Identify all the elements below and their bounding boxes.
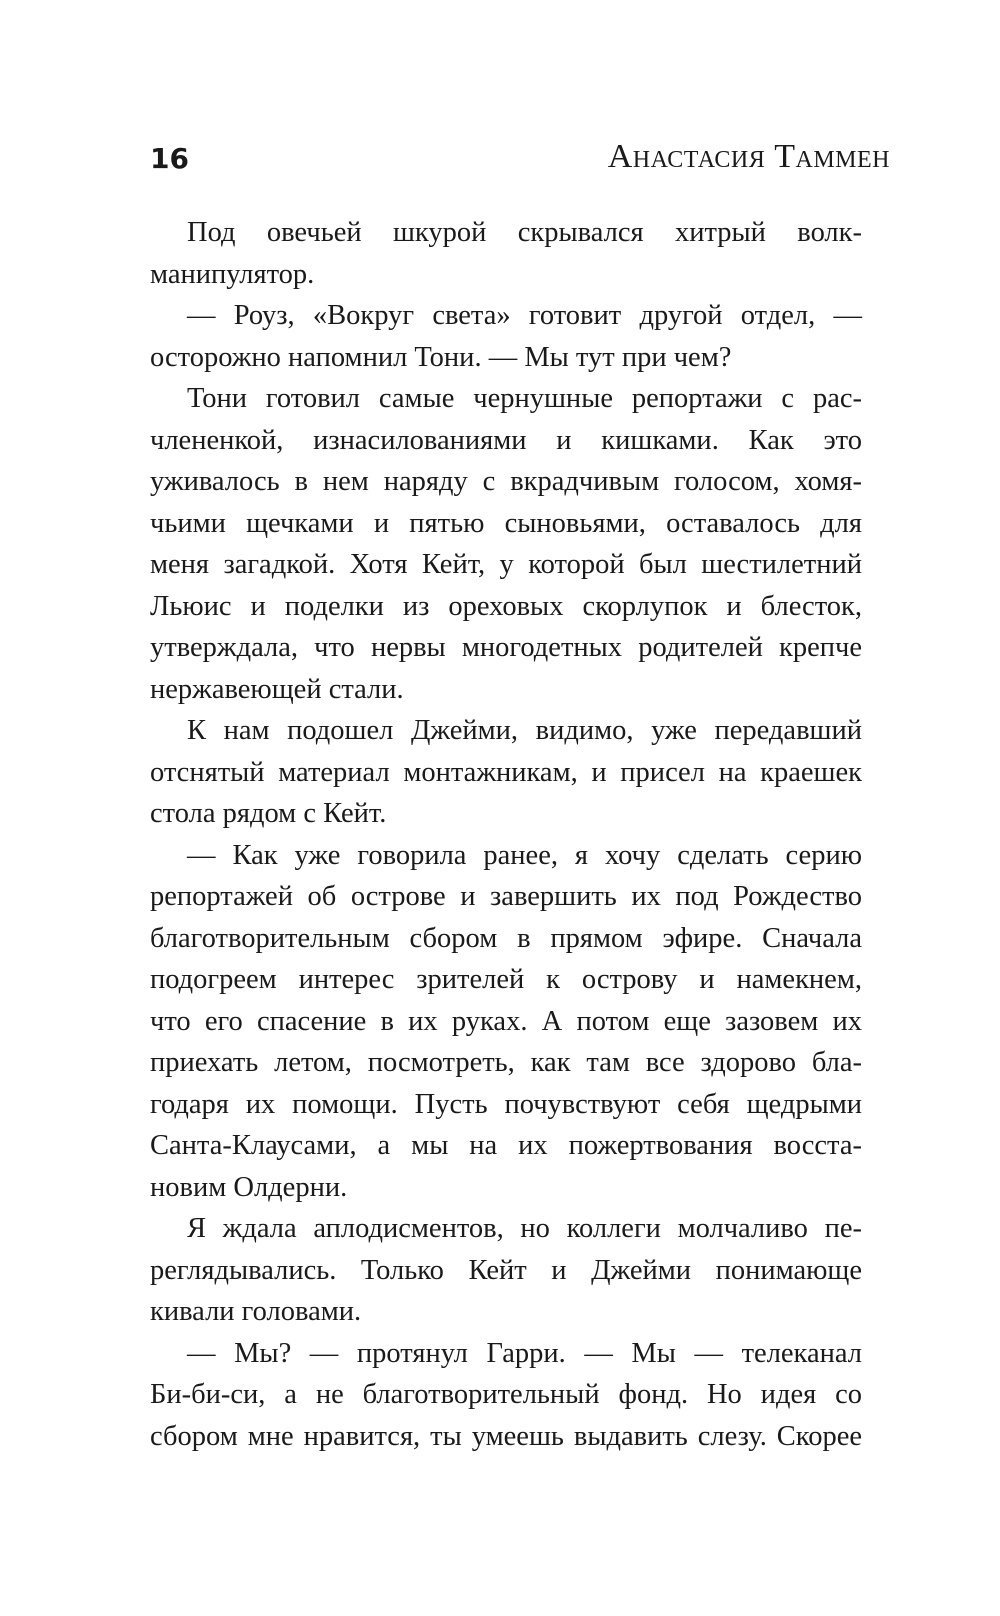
text-line: Я ждала аплодисментов, но коллеги молчаливо пе- [187, 1213, 862, 1244]
text-line: сбором мне нравится, ты умеешь выдавить слезу. Скорее [150, 1420, 862, 1452]
text-line: приехать летом, посмотреть, как там все здорово бла- [150, 1047, 862, 1078]
text-line: что его спасение в их руках. А потом еще зазовем их [150, 1005, 862, 1037]
text-line: осторожно напомнил Тони. — Мы тут при чем? [150, 341, 732, 373]
text-line: — Роуз, «Вокруг света» готовит другой отдел, — [187, 300, 862, 331]
text-line: подогреем интерес зрителей к острову и намекнем, [150, 964, 862, 995]
text-line: Льюис и поделки из ореховых скорлупок и блесток, [150, 590, 862, 622]
text-line: благотворительным сбором в прямом эфире. Сначала [150, 922, 862, 954]
text-line: члененкой, изнасилованиями и кишками. Как это [150, 424, 862, 456]
text-line: уживалось в нем наряду с вкрадчивым голосом, хомя- [150, 466, 862, 497]
text-line: утверждала, что нервы многодетных родителей крепче [150, 632, 862, 663]
text-line: К нам подошел Джейми, видимо, уже передавший [187, 715, 862, 746]
text-line: Под овечьей шкурой скрывался хитрый волк- [187, 217, 862, 248]
text-line: меня загадкой. Хотя Кейт, у которой был шестилетний [150, 549, 862, 580]
text-line: Тони готовил самые чернушные репортажи с рас- [187, 383, 862, 414]
text-line: чьими щечками и пятью сыновьями, оставалось для [150, 507, 862, 539]
text-line: — Мы? — протянул Гарри. — Мы — телеканал [187, 1337, 862, 1369]
body-text [150, 212, 862, 1457]
text-line: Санта-Клаусами, а мы на их пожертвования восста- [150, 1130, 862, 1161]
running-head-author: Анастасия Таммен [607, 138, 890, 175]
page-number: 16 [150, 142, 189, 175]
text-line: кивали головами. [150, 1296, 362, 1327]
text-line: репортажей об острове и завершить их под Рождество [150, 881, 862, 912]
text-line: отснятый материал монтажникам, и присел на краешек [150, 756, 862, 788]
text-line: нержавеющей стали. [150, 673, 404, 705]
text-line: Би-би-си, а не благотворительный фонд. Но идея со [150, 1379, 862, 1410]
text-line: манипулятор. [150, 258, 315, 290]
text-line: стола рядом с Кейт. [150, 798, 387, 829]
text-line: новим Олдерни. [150, 1171, 348, 1203]
text-line: годаря их помощи. Пусть почувствуют себя щедрыми [150, 1088, 862, 1120]
text-line: реглядывались. Только Кейт и Джейми понимающе [150, 1254, 862, 1286]
text-line: — Как уже говорила ранее, я хочу сделать серию [187, 839, 862, 871]
